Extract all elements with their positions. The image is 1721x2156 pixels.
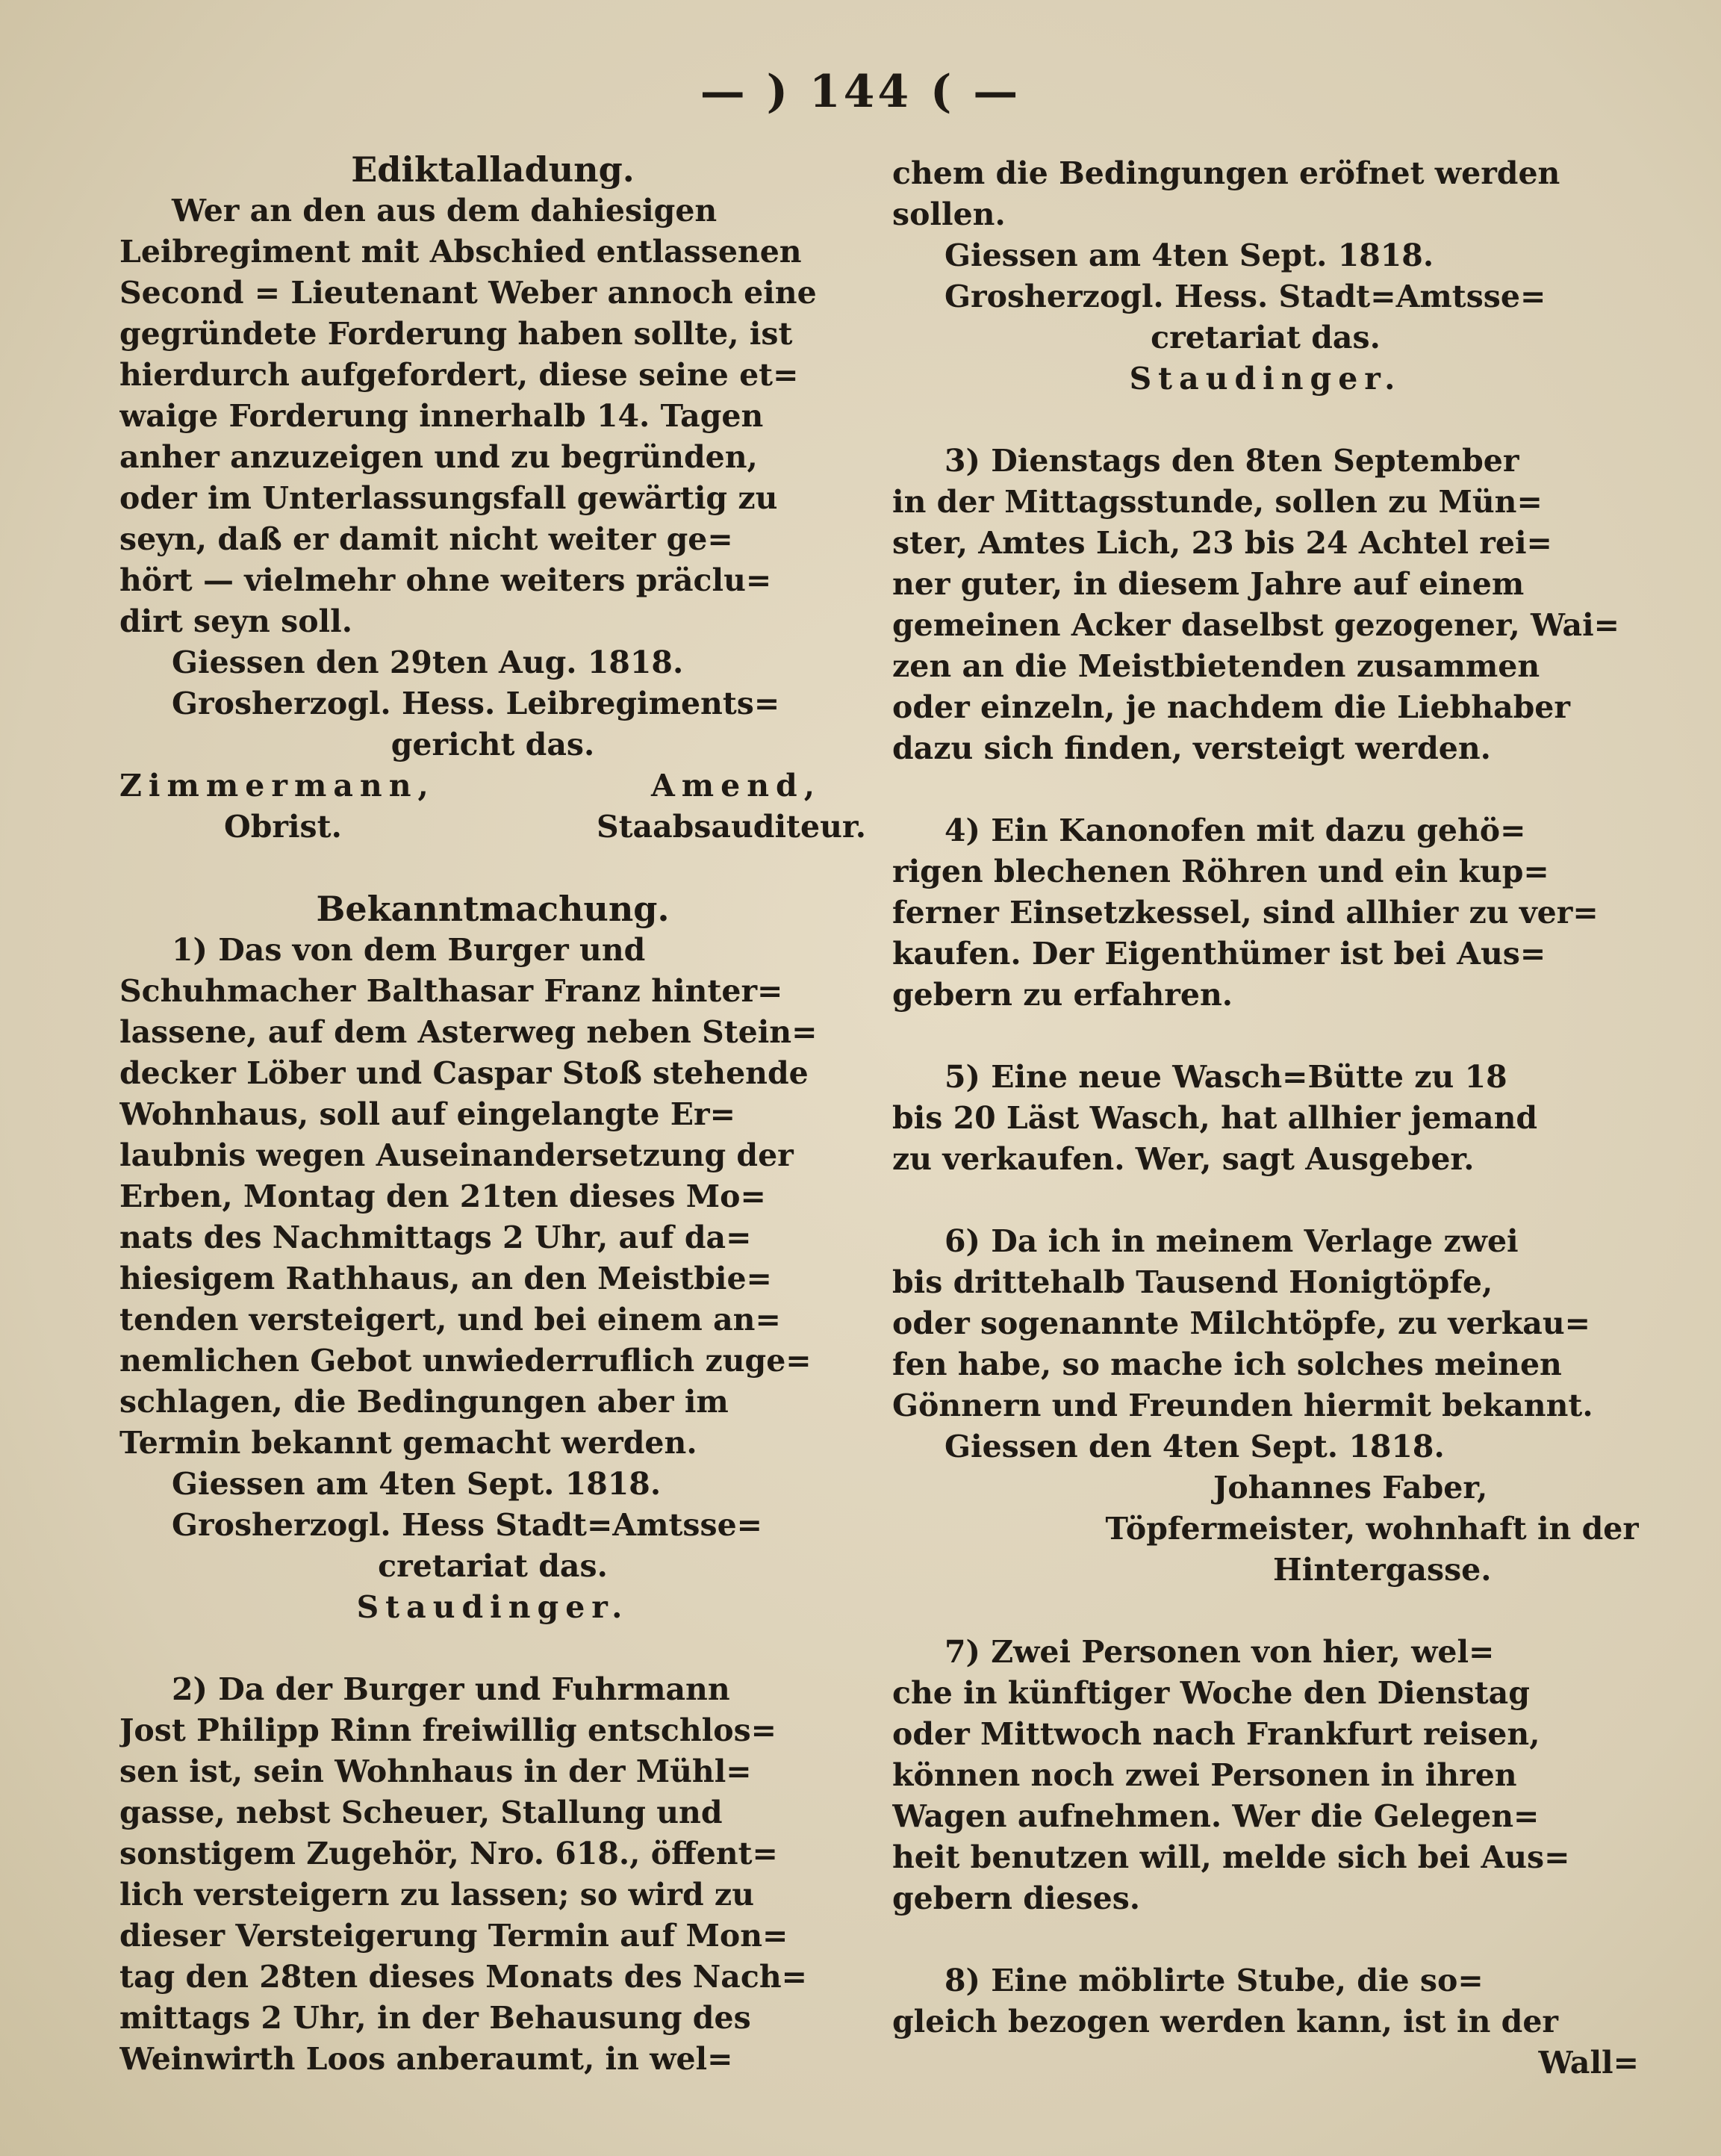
text-line: dazu sich finden, versteigt werden. [892, 730, 1491, 766]
text-line: 1) Das von dem Burger und [172, 932, 646, 968]
text-line: nats des Nachmittags 2 Uhr, auf da= [119, 1220, 752, 1255]
text-line: chem die Bedingungen eröfnet werden [892, 155, 1560, 191]
text-line: zu verkaufen. Wer, sagt Ausgeber. [892, 1141, 1475, 1177]
text-line: in der Mittagsstunde, sollen zu Mün= [892, 484, 1543, 520]
text-line: schlagen, die Bedingungen aber im [119, 1384, 729, 1420]
text-line: 5) Eine neue Wasch=Bütte zu 18 [944, 1059, 1507, 1095]
bek1-office: Grosherzogl. Hess Stadt=Amtsse= [172, 1507, 763, 1543]
text-line: 8) Eine möblirte Stube, die so= [944, 1963, 1484, 1998]
text-line: ster, Amtes Lich, 23 bis 24 Achtel rei= [892, 525, 1552, 561]
text-line: decker Löber und Caspar Stoß stehende [119, 1055, 809, 1091]
text-line: können noch zwei Personen in ihren [892, 1757, 1517, 1793]
text-line: sonstigem Zugehör, Nro. 618., öffent= [119, 1836, 778, 1871]
text-line: 3) Dienstags den 8ten September [944, 443, 1519, 479]
text-line: oder im Unterlassungsfall gewärtig zu [119, 480, 778, 516]
bek1-signature: Staudinger. [356, 1589, 629, 1625]
text-line: Termin bekannt gemacht werden. [119, 1425, 697, 1461]
text-line: ferner Einsetzkessel, sind allhier zu ver= [892, 895, 1599, 931]
text-line: Wagen aufnehmen. Wer die Gelegen= [892, 1798, 1540, 1834]
signature-names [119, 765, 866, 807]
text-line: mittags 2 Uhr, in der Behausung des [119, 2000, 751, 2036]
cont-office-cont: cretariat das. [1151, 320, 1381, 355]
cont-signature: Staudinger. [1129, 361, 1402, 397]
text-line: 4) Ein Kanonofen mit dazu gehö= [944, 813, 1526, 848]
item6-signature-role: Töpfermeister, wohnhaft in der [1105, 1511, 1639, 1547]
text-line: gleich bezogen werden kann, ist in der [892, 2004, 1559, 2039]
text-line: Erben, Montag den 21ten dieses Mo= [119, 1178, 766, 1214]
text-line: gebern zu erfahren. [892, 977, 1233, 1013]
edikt-date: Giessen den 29ten Aug. 1818. [172, 644, 684, 680]
edikt-title: Ediktalladung. [351, 149, 635, 190]
text-line: lich versteigern zu lassen; so wird zu [119, 1877, 755, 1913]
signature-role: Staabsauditeur. [597, 809, 866, 845]
cont-date: Giessen am 4ten Sept. 1818. [944, 237, 1434, 273]
catchword: Wall= [1538, 2045, 1639, 2081]
text-line: oder sogenannte Milchtöpfe, zu verkau= [892, 1305, 1590, 1341]
text-line: anher anzuzeigen und zu begründen, [119, 439, 758, 475]
item6-signature-place: Hintergasse. [1273, 1552, 1492, 1588]
text-line: dieser Versteigerung Termin auf Mon= [119, 1918, 788, 1954]
text-line: Jost Philipp Rinn freiwillig entschlos= [119, 1712, 777, 1748]
text-line: bis 20 Läst Wasch, hat allhier jemand [892, 1100, 1538, 1136]
text-line: oder einzeln, je nachdem die Liebhaber [892, 689, 1570, 725]
item6-signature: Johannes Faber, [1213, 1470, 1488, 1506]
text-line: 7) Zwei Personen von hier, wel= [944, 1634, 1495, 1670]
text-line: rigen blechenen Röhren und ein kup= [892, 854, 1549, 889]
text-line: ner guter, in diesem Jahre auf einem [892, 566, 1525, 602]
signature-name: Amend, [650, 768, 821, 804]
text-line: Wohnhaus, soll auf eingelangte Er= [119, 1096, 735, 1132]
text-line: oder Mittwoch nach Frankfurt reisen, [892, 1716, 1540, 1752]
text-line: 2) Da der Burger und Fuhrmann [172, 1671, 730, 1707]
text-line: sollen. [892, 196, 1006, 232]
text-line: Leibregiment mit Abschied entlassenen [119, 234, 802, 270]
left-column [119, 149, 866, 2080]
text-line: zen an die Meistbietenden zusammen [892, 648, 1540, 684]
text-line: tenden versteigert, und bei einem an= [119, 1302, 781, 1338]
bek1-date: Giessen am 4ten Sept. 1818. [172, 1466, 662, 1502]
text-line: lassene, auf dem Asterweg neben Stein= [119, 1014, 818, 1050]
text-line: gegründete Forderung haben sollte, ist [119, 316, 793, 352]
text-line: gemeinen Acker daselbst gezogener, Wai= [892, 607, 1620, 643]
text-line: kaufen. Der Eigenthümer ist bei Aus= [892, 936, 1546, 972]
text-line: nemlichen Gebot unwiederruflich zuge= [119, 1343, 812, 1379]
text-line: hierdurch aufgefordert, diese seine et= [119, 357, 799, 393]
text-line: Wer an den aus dem dahiesigen [172, 193, 718, 229]
text-line: heit benutzen will, melde sich bei Aus= [892, 1839, 1570, 1875]
bekanntmachung-title: Bekanntmachung. [316, 889, 670, 929]
text-line: tag den 28ten dieses Monats des Nach= [119, 1959, 807, 1995]
right-column [892, 153, 1639, 2084]
text-line: hört — vielmehr ohne weiters präclu= [119, 562, 772, 598]
text-line: 6) Da ich in meinem Verlage zwei [944, 1223, 1519, 1259]
text-line: che in künftiger Woche den Dienstag [892, 1675, 1530, 1711]
text-line: bis drittehalb Tausend Honigtöpfe, [892, 1264, 1493, 1300]
signature-role: Obrist. [224, 809, 342, 845]
text-line: sen ist, sein Wohnhaus in der Mühl= [119, 1753, 752, 1789]
text-line: Second = Lieutenant Weber annoch eine [119, 275, 817, 311]
text-line: hiesigem Rathhaus, an den Meistbie= [119, 1261, 772, 1296]
text-line: waige Forderung innerhalb 14. Tagen [119, 398, 764, 434]
text-line: fen habe, so mache ich solches meinen [892, 1346, 1562, 1382]
edikt-court: Grosherzogl. Hess. Leibregiments= [172, 686, 780, 721]
text-line: gasse, nebst Scheuer, Stallung und [119, 1795, 723, 1830]
bek1-office-cont: cretariat das. [378, 1548, 608, 1584]
signature-name: Zimmermann, [119, 768, 435, 804]
text-line: Schuhmacher Balthasar Franz hinter= [119, 973, 783, 1009]
text-line: Weinwirth Loos anberaumt, in wel= [119, 2041, 733, 2077]
text-line: seyn, daß er damit nicht weiter ge= [119, 521, 733, 557]
text-line: gebern dieses. [892, 1880, 1141, 1916]
text-line: Gönnern und Freunden hiermit bekannt. [892, 1388, 1593, 1423]
text-line: dirt seyn soll. [119, 603, 352, 639]
signature-roles [119, 807, 866, 848]
page-number: — ) 144 ( — [700, 66, 1021, 118]
cont-office: Grosherzogl. Hess. Stadt=Amtsse= [944, 279, 1546, 314]
item6-date: Giessen den 4ten Sept. 1818. [944, 1429, 1445, 1464]
text-line: laubnis wegen Auseinandersetzung der [119, 1137, 794, 1173]
edikt-court-cont: gericht das. [390, 727, 595, 762]
